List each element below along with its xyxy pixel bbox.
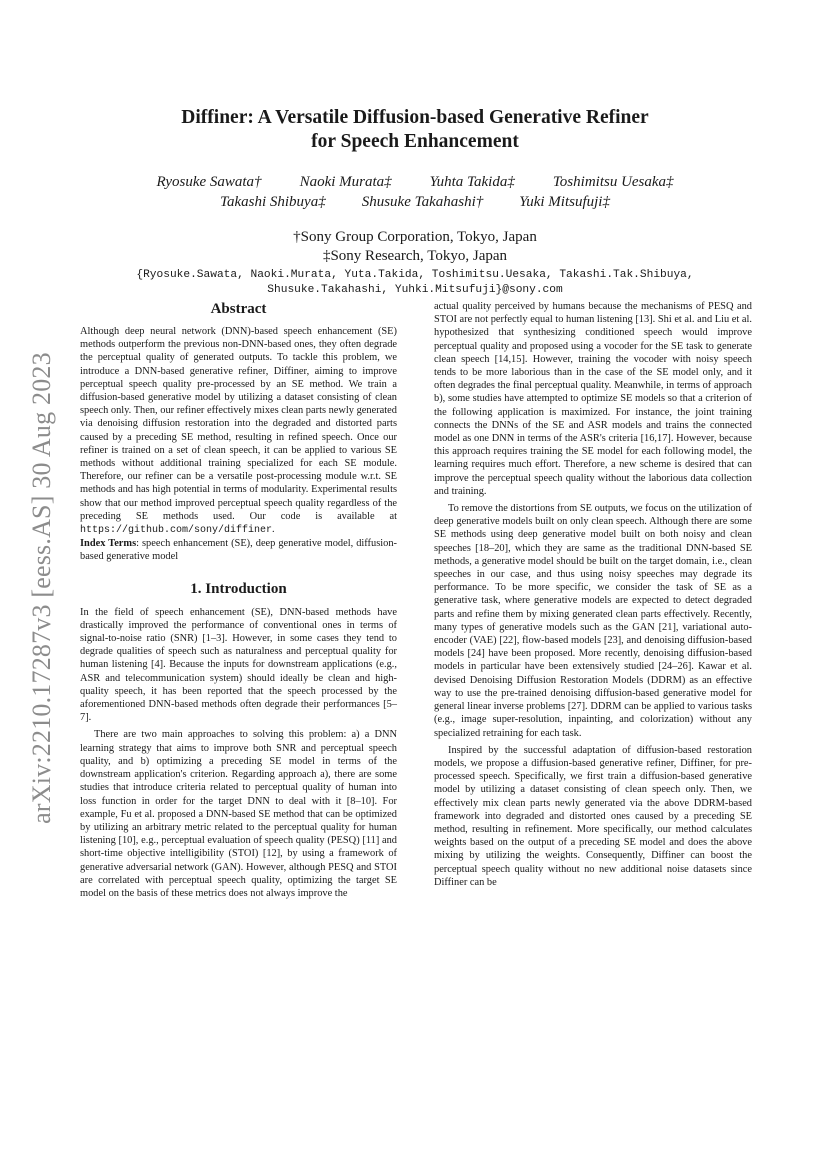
abstract-text: Although deep neural network (DNN)-based speech enhancement (SE) methods outperform the previous non-DNN-based ones, they often degrade the perceptual quality of generated outputs. To tackle this problem, we introduce a DNN-based generative refiner, Diffiner, aiming to improve perceptual speech quality pre-processed by an SE method. We train a diffusion-based generative model by utilizing a dataset consisting of clean speech only. Then, our refiner effectively mixes clean parts newly generated via denoising diffusion restoration into the degraded and distorted parts caused by a preceding SE method, resulting in refined speech. Once our refiner is trained on a set of clean speech, it can be applied to various SE methods without additional training specialized for each SE module. Therefore, our refiner can be a versatile post-processing module w.r.t. SE methods and has high potential in terms of modularity. Experimental results show that our method improved perceptual speech quality regardless of the preceding SE methods used. Our code is available at [80,326,397,522]
author-name: Naoki Murata‡ [299,174,392,190]
author-name: Yuki Mitsufuji‡ [519,194,610,210]
title-line-1: Diffiner: A Versatile Diffusion-based Generative Refiner [181,107,649,128]
abstract-body: Although deep neural network (DNN)-based speech enhancement (SE) methods outperform the previous non-DNN-based ones, they often degrade the perceptual quality of generated outputs. To tackle this problem, we introduce a DNN-based generative refiner, Diffiner, aiming to improve perceptual speech quality pre-processed by an SE method. We train a diffusion-based generative model by utilizing a dataset consisting of clean speech only. Then, our refiner effectively mixes clean parts newly generated via denoising diffusion restoration into the degraded and distorted parts caused by a preceding SE method, resulting in refined speech. Once our refiner is trained on a set of clean speech, it can be applied to various SE methods without additional training specialized for each SE module. Therefore, our refiner can be a versatile post-processing module w.r.t. SE methods and has high potential in terms of modularity. Experimental results show that our method improved perceptual speech quality regardless of the preceding SE methods used. Our code is available at https://github.com/sony/diffiner. [80,326,397,537]
author-name: Ryosuke Sawata† [156,174,262,190]
emails-line-1: {Ryosuke.Sawata, Naoki.Murata, Yuta.Takida, Toshimitsu.Uesaka, Takashi.Tak.Shibuya, [136,269,694,281]
index-terms-label: Index Terms [80,538,137,550]
paper-title [80,106,750,154]
intro-paragraph-3: actual quality perceived by humans because the mechanisms of PESQ and STOI are not perfectly equal to human listening [13]. Shi et al. and Liu et al. hypothesized that synthesizing conditioned speech would improve perceptual quality and proposed using a vocoder for the SE task to generate clean speech [14,15]. However, training the vocoder with noisy speech tends to be more laborious than in the case of the SE model only, and it often degrades the final perceptual quality. Meanwhile, in terms of approach b), some studies have attempted to optimize SE models so that a criterion of the following application is maximized. For instance, the joint training connects the DNNs of the SE and ASR models and trains the connected model as one DNN in terms of the ASR's criteria [16,17]. However, because this approach requires training the SE model for each following model, the learning requires much effort. Therefore, a new scheme is desired that can improve the perceptual speech quality without the laborious data collection and training. [434,301,752,497]
author-name: Takashi Shibuya‡ [220,194,326,210]
abstract-heading: Abstract [210,301,267,317]
left-column [80,300,397,900]
affiliation-2: ‡Sony Research, Tokyo, Japan [322,248,508,264]
emails-line-2: Shusuke.Takahashi, Yuhki.Mitsufuji}@sony.com [267,284,563,296]
affiliation-1: †Sony Group Corporation, Tokyo, Japan [293,229,537,245]
author-name: Yuhta Takida‡ [429,174,515,190]
index-terms [80,537,397,563]
author-list [80,172,750,212]
arxiv-id-text: arXiv:2210.17287v3 [eess.AS] 30 Aug 2023 [27,352,57,824]
intro-paragraph-4: To remove the distortions from SE outputs, we focus on the utilization of deep generative models built on only clean speech. Although there are some SE methods using deep generative model built on both noisy and clean speeches [18–20], which they are same as the traditional DNN-based SE methods, a generative model should be built on the target domain, i.e., clean speeches in our case, and thus using noisy speeches may degrade its performance. To be more specific, we consider the task of SE as a generative task, where generative models are expected to detect degraded parts and refine them by mixing generated clean parts effectively. Recently, many types of generative models such as the GAN [21], variational auto-encoder (VAE) [22], flow-based models [23], and denoising diffusion-based models [24] have been proposed. More recently, denoising diffusion-based models in particular have been extensively studied [24–26]. Kawar et al. devised Denoising Diffusion Restoration Models (DDRM) as an effective way to use the pre-trained denoising diffusion-based generative model for general linear inverse problems [27]. DDRM can be applied to various tasks (e.g., image super-resolution, inpainting, and colorization) without any specialized retraining for each task. [434,503,752,739]
author-name: Toshimitsu Uesaka‡ [552,174,674,190]
authors-row-2 [80,192,750,212]
affiliations [80,228,750,266]
code-link[interactable]: https://github.com/sony/diffiner [80,525,273,537]
intro-paragraph-2: There are two main approaches to solving this problem: a) a DNN learning strategy that aims to improve both SNR and perceptual speech quality, and b) optimizing a preceding SE model in terms of the downstream application's criterion. Regarding approach a), there are some studies that introduce criteria related to perceptual quality of human into loss function in order for the target DNN to deal with it [8–10]. For example, Fu et al. proposed a DNN-based SE method that can be optimized by utilizing an arbitrary metric related to the perceptual quality for human listening [10], e.g., perceptual evaluation of speech quality (PESQ) [11] and short-time objective intelligibility (STOI) [12], by using a framework of generative adversarial network (GAN). However, although PESQ and STOI are correlated with perceptual speech quality, optimizing the target SE model on the basis of these metrics does not always improve the [80,729,397,899]
intro-paragraph-1: In the field of speech enhancement (SE), DNN-based methods have drastically improved the performance of conventional ones in terms of signal-to-noise ratio (SNR) [1–3]. However, in some cases they tend to degrade qualities of speech such as naturalness and perceptual quality for human listening [4]. Because the inputs for downstream applications (e.g., ASR and telecommunication system) should ideally be clean and high-quality speech, it has been reported that the speech processed by the aforementioned DNN-based methods often degrade their performances [5–7]. [80,606,397,724]
authors-row-1 [80,172,750,192]
author-emails [80,268,750,298]
index-terms-text: : speech enhancement (SE), deep generative model, diffusion-based generative model [80,538,397,563]
intro-paragraph-5: Inspired by the successful adaptation of diffusion-based restoration models, we propose a diffusion-based generative refiner, Diffiner, for pre-processed speech. Specifically, we first train a diffusion-based generative model by utilizing a dataset consisting of clean speech only. Then, we effectively mix clean parts newly generated via the above DDRM-based framework into degraded and distorted ones caused by a preceding SE method, resulting in refinement. More specifically, our method calculates weights based on the output of a preceding SE model and does the above mixing by utilizing the weights. Consequently, Diffiner can boost the perceptual speech quality without no new additional noise datasets since Diffiner can be [434,744,752,888]
introduction-heading: 1. Introduction [190,580,287,597]
author-name: Shusuke Takahashi† [361,194,484,210]
title-line-2: for Speech Enhancement [311,131,519,152]
arxiv-identifier [22,318,62,858]
right-column [434,300,752,889]
